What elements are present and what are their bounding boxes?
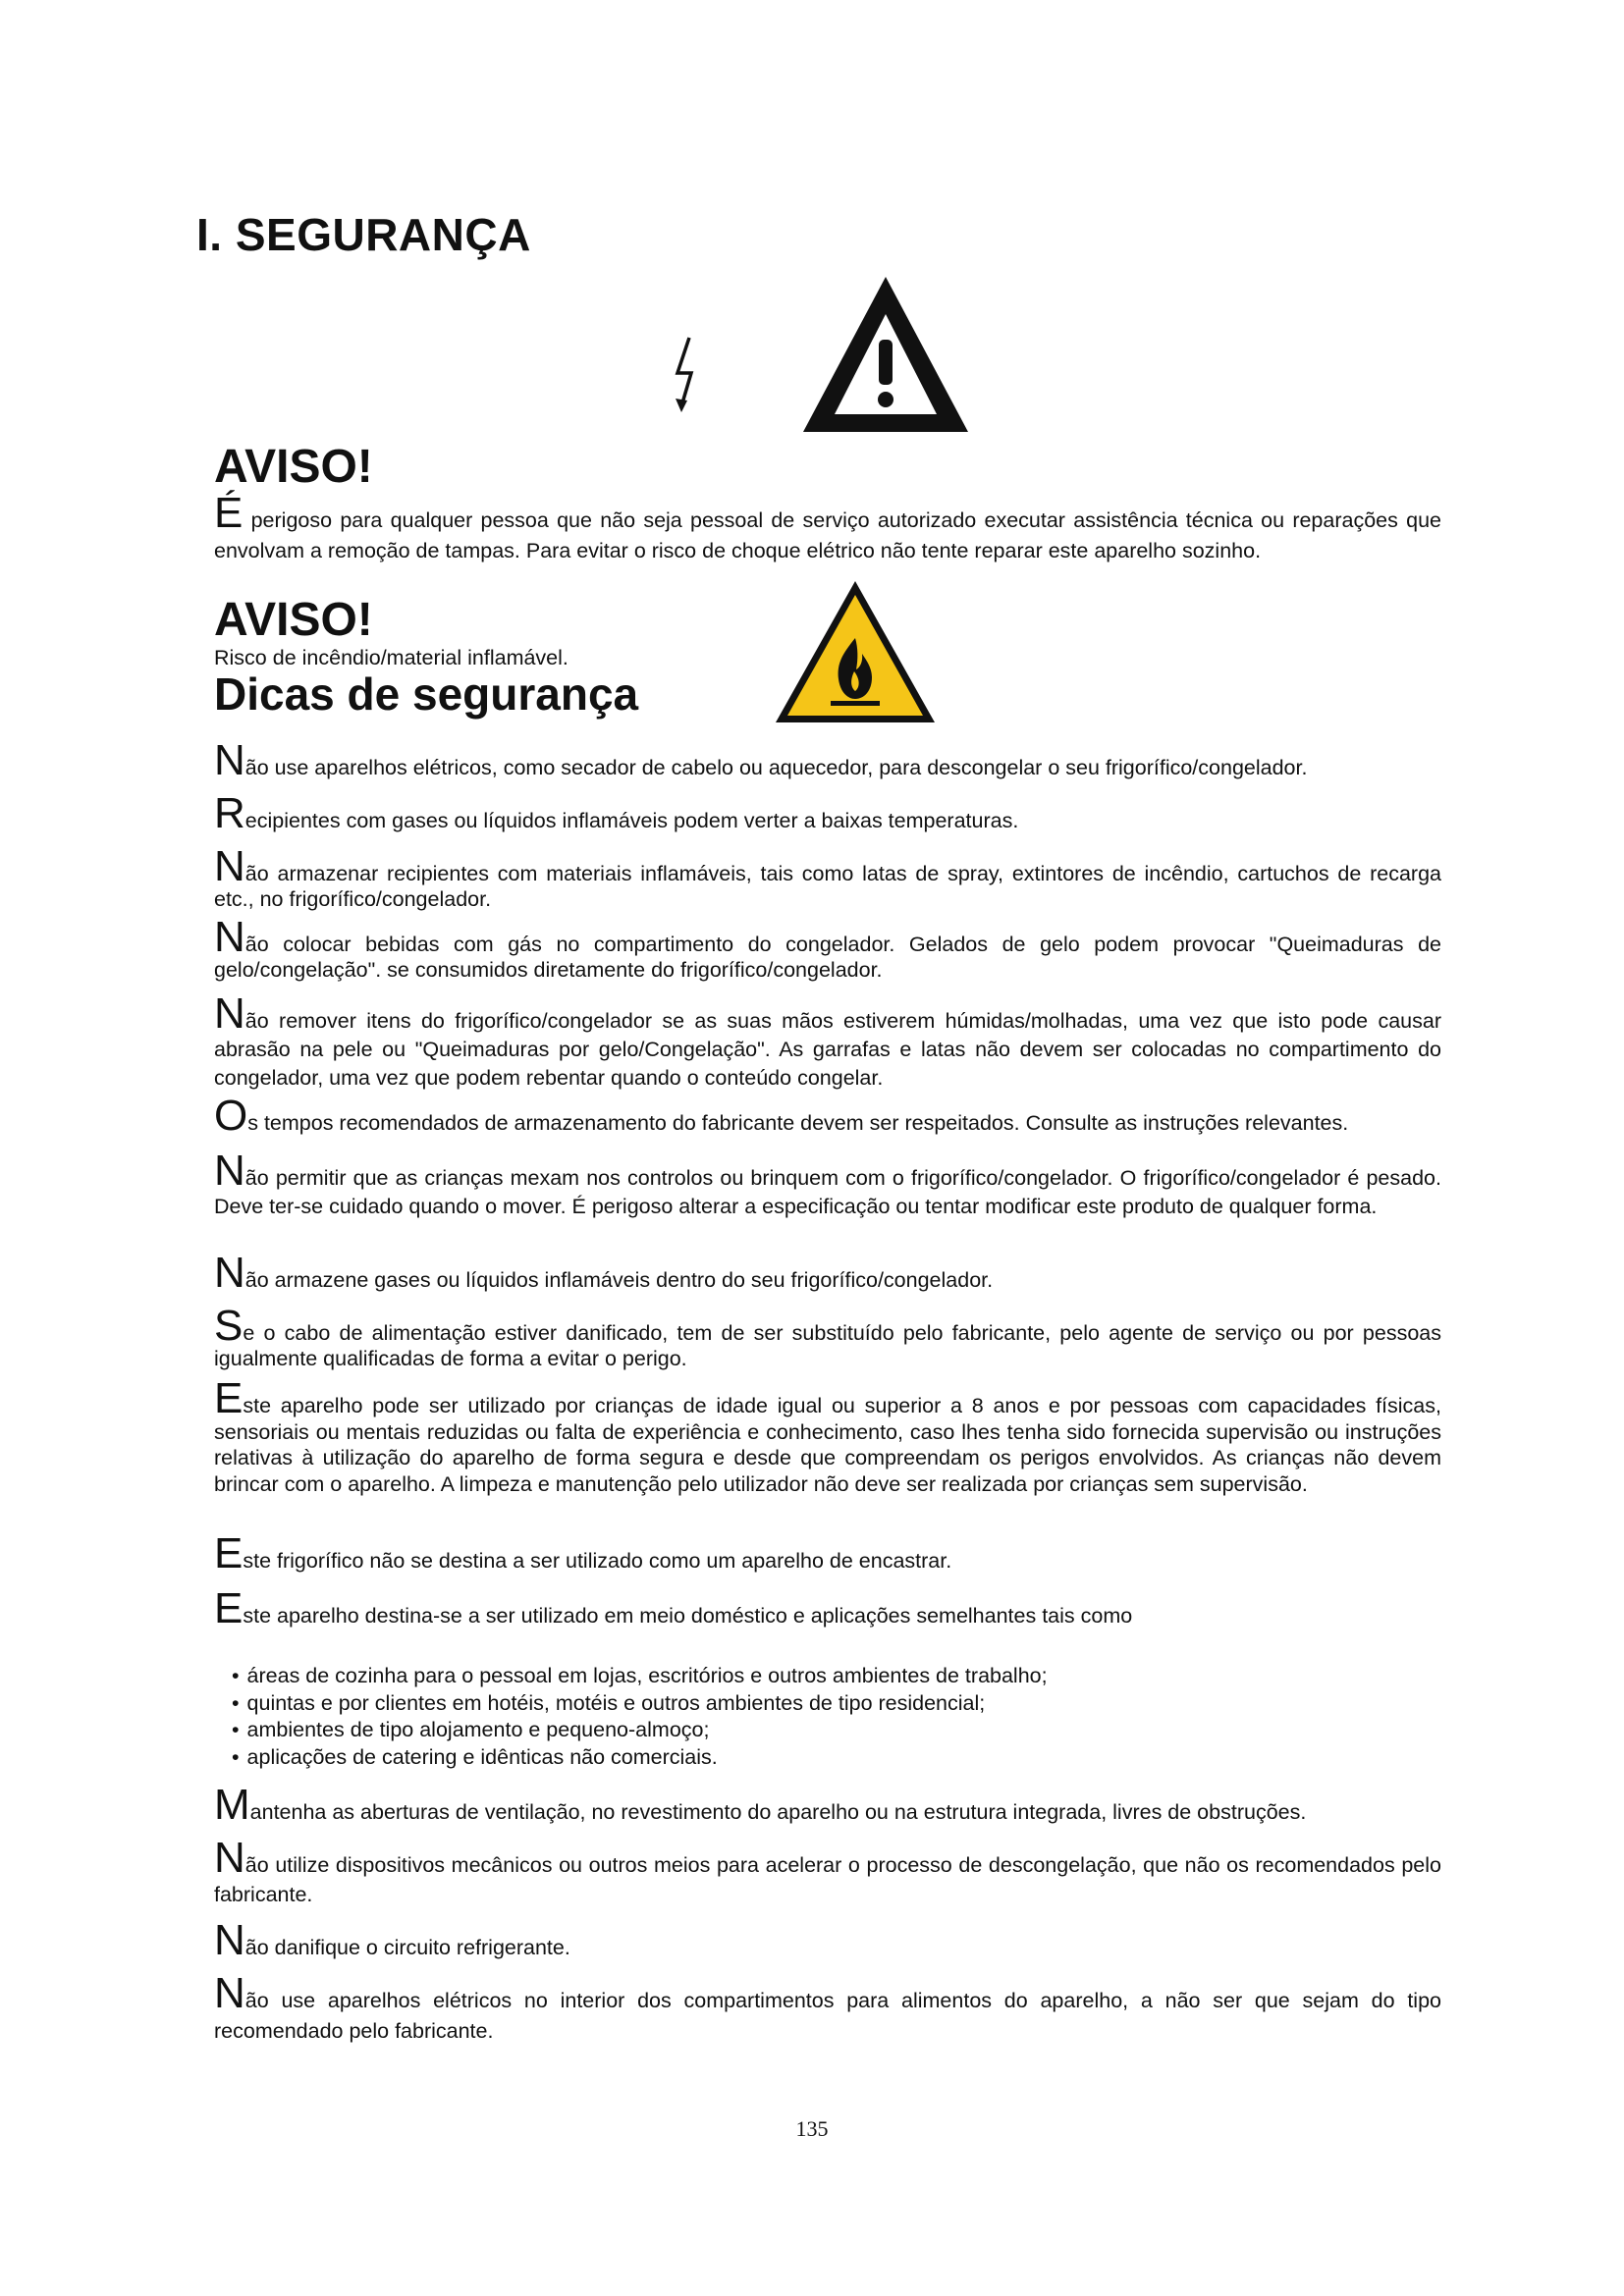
list-item: • áreas de cozinha para o pessoal em lojas, escritórios e outros ambientes de trabalho; [232,1663,1410,1690]
drop-cap: O [214,1092,248,1140]
tip-item [214,736,1441,784]
drop-cap: E [214,1529,244,1577]
tip-text: ste frigorífico não se destina a ser utilizado como um aparelho de encastrar. [243,1549,952,1573]
tip-text: ecipientes com gases ou líquidos inflamáveis podem verter a baixas temperaturas. [244,809,1019,832]
drop-cap: M [214,1781,250,1829]
warning-title: AVISO! [214,441,373,493]
tip-text: antenha as aberturas de ventilação, no revestimento do aparelho ou na estrutura integrada, livres de obstruções. [249,1800,1307,1824]
tip-item [214,1302,1441,1371]
tip-item [214,1781,1441,1829]
tip-item [214,1584,1441,1632]
drop-cap: É [214,489,244,537]
drop-cap: N [214,842,245,890]
tip-text: ão colocar bebidas com gás no compartimento do congelador. Gelados de gelo podem provocar "Queimaduras de gelo/congelação". se consumidos diretamente do frigorífico/congelador. [214,933,1441,982]
drop-cap: E [214,1584,244,1632]
lightning-icon [668,334,703,416]
warning-triangle-icon [797,271,974,438]
page-number: 135 [795,2116,829,2141]
drop-cap: N [214,736,245,784]
drop-cap: S [214,1302,244,1350]
tip-item [214,1374,1441,1497]
tip-text: ão use aparelhos elétricos, como secador de cabelo ou aquecedor, para descongelar o seu frigorífico/congelador. [244,756,1308,779]
drop-cap: N [214,1969,245,2017]
tip-item [214,1834,1441,1909]
tip-item [214,789,1441,837]
flammable-icon [772,577,939,726]
tip-text: ão permitir que as crianças mexam nos controlos ou brinquem com o frigorífico/congelador. O frigorífico/congelador é pesado. Deve ter-se cuidado quando o mover. É perigoso alterar a especificação ou tentar modificar este produto de qualquer forma. [214,1166,1441,1218]
drop-cap: N [214,1834,245,1882]
warning-title-fire: AVISO! [214,594,373,646]
tip-text: ão armazene gases ou líquidos inflamáveis dentro do seu frigorífico/congelador. [244,1268,994,1292]
tip-text: ão armazenar recipientes com materiais inflamáveis, tais como latas de spray, extintores de incêndio, cartuchos de recarga etc., no frigorífico/congelador. [214,862,1441,911]
tips-title: Dicas de segurança [214,668,639,720]
section-title: I. SEGURANÇA [196,209,531,260]
tip-item [214,842,1441,912]
drop-cap: N [214,1147,245,1195]
drop-cap: N [214,989,245,1038]
tip-text: ão remover itens do frigorífico/congelador se as suas mãos estiverem húmidas/molhadas, uma vez que isto pode causar abrasão na pele ou "Queimaduras por gelo/Congelação". As garrafas e latas não devem ser colocadas no compartimento do congelador, uma vez que podem rebentar quando o conteúdo congelar. [214,1009,1441,1090]
tip-item [214,1529,1441,1577]
list-item: • aplicações de catering e idênticas não comerciais. [232,1744,1410,1772]
tip-text: ão danifique o circuito refrigerante. [244,1936,570,1959]
tip-text: e o cabo de alimentação estiver danificado, tem de ser substituído pelo fabricante, pelo agente de serviço ou por pessoas igualmente qualificadas de forma a evitar o perigo. [214,1321,1441,1370]
tip-item [214,989,1441,1093]
usage-list [232,1663,1410,1771]
tip-text: ão use aparelhos elétricos no interior dos compartimentos para alimentos do aparelho, a não ser que sejam do tipo recomendado pelo fabricante. [214,1989,1441,2043]
tip-text: ste aparelho pode ser utilizado por crianças de idade igual ou superior a 8 anos e por pessoas com capacidades físicas, sensoriais ou mentais reduzidas ou falta de experiência e conhecimento, caso lhes tenha sido fornecida supervisão ou instruções relativas à utilização do aparelho de forma segura e desde que compreendam os perigos envolvidos. As crianças não devem brincar com o aparelho. A limpeza e manutenção pelo utilizador não deve ser realizada por crianças sem supervisão. [214,1394,1441,1496]
warning-body: perigoso para qualquer pessoa que não seja pessoal de serviço autorizado executar assistência técnica ou reparações que envolvam a remoção de tampas. Para evitar o risco de choque elétrico não tente reparar este aparelho sozinho. [214,508,1441,562]
tip-item [214,1249,1441,1297]
tip-text: ão utilize dispositivos mecânicos ou outros meios para acelerar o processo de descongelação, que não os recomendados pelo fabricante. [214,1853,1441,1906]
drop-cap: R [214,789,245,837]
tip-item [214,1147,1441,1221]
drop-cap: N [214,913,245,961]
tip-item [214,1092,1441,1140]
drop-cap: N [214,1916,245,1964]
tip-text: s tempos recomendados de armazenamento do fabricante devem ser respeitados. Consulte as instruções relevantes. [247,1111,1349,1135]
fire-risk-text: Risco de incêndio/material inflamável. [214,646,568,669]
list-item: • ambientes de tipo alojamento e pequeno-almoço; [232,1717,1410,1744]
tip-item [214,1969,1441,2047]
list-item: • quintas e por clientes em hotéis, motéis e outros ambientes de tipo residencial; [232,1690,1410,1718]
drop-cap: E [214,1374,244,1422]
tip-text: ste aparelho destina-se a ser utilizado em meio doméstico e aplicações semelhantes tais como [243,1604,1133,1628]
tip-item [214,1916,1441,1964]
warning-text [214,489,1441,566]
drop-cap: N [214,1249,245,1297]
tip-item [214,913,1441,983]
